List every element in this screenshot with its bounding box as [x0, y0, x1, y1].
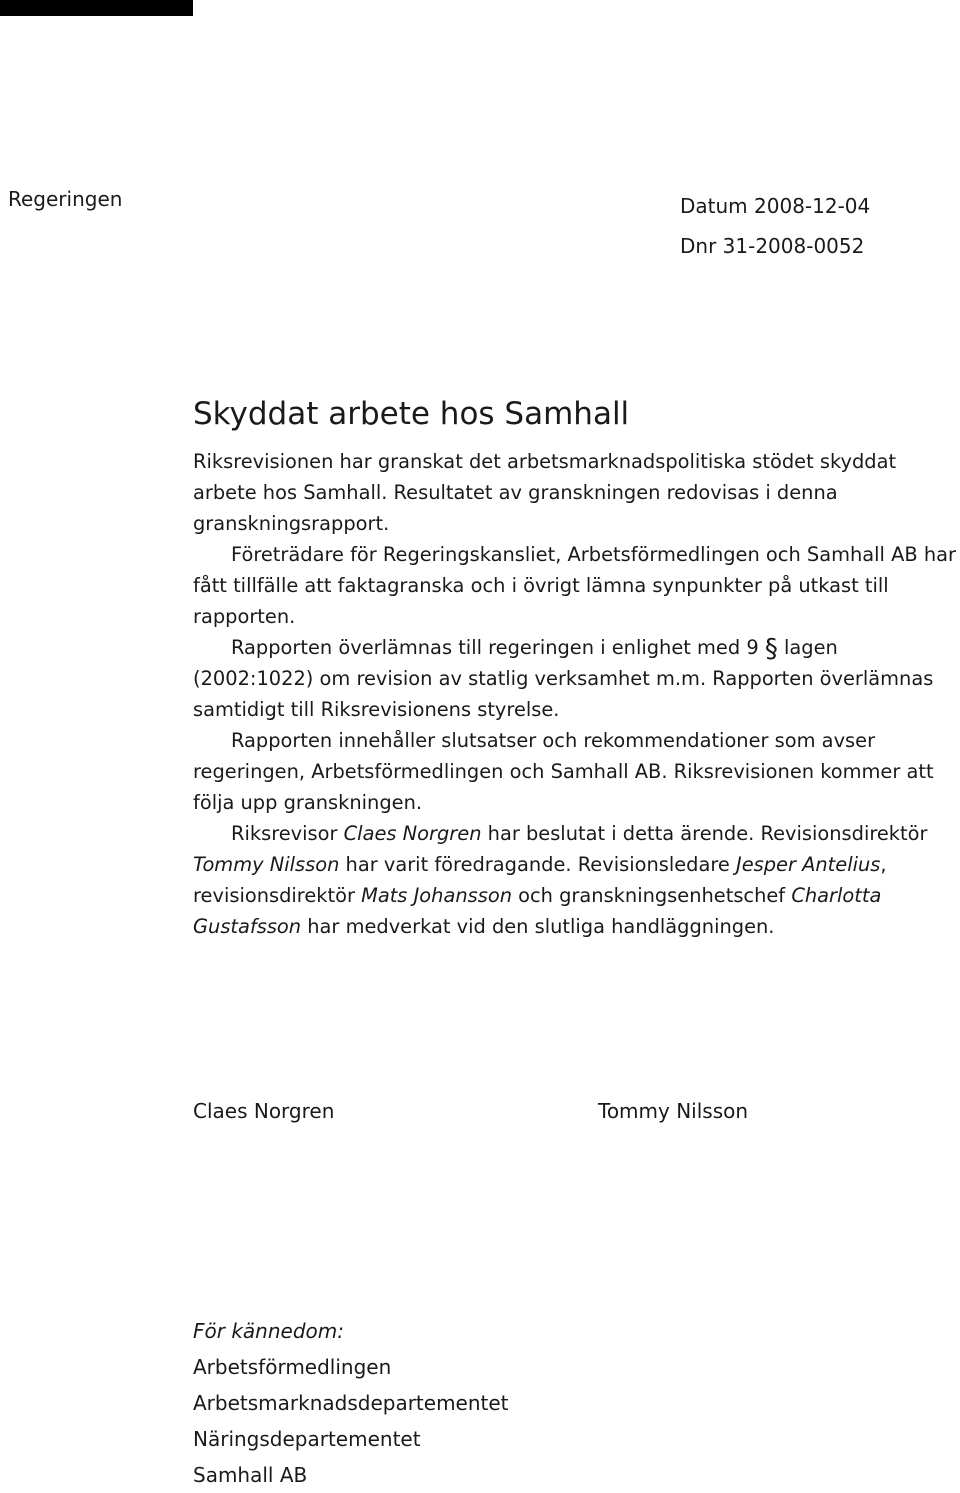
name-audit-director: Mats Johansson — [361, 884, 512, 907]
paragraph-fact-check: Företrädare för Regeringskansliet, Arbetsförmedlingen och Samhall AB har fått tillfälle att faktagranska och i övrigt lämna synpunkter på utkast till rapporten. — [193, 543, 956, 628]
recipient-item: Arbetsförmedlingen — [193, 1355, 392, 1379]
dnr-line: Dnr 31-2008-0052 — [680, 234, 865, 258]
decision-text-6: har medverkat vid den slutliga handläggningen. — [301, 915, 775, 938]
signature-auditor-general: Claes Norgren — [193, 1099, 335, 1123]
section-sign: § — [764, 634, 778, 664]
paragraph-submission — [193, 632, 960, 725]
recipient-item: Arbetsmarknadsdepartementet — [193, 1391, 509, 1415]
decision-text-3: har varit föredragande. Revisionsledare — [339, 853, 736, 876]
submission-text-start: Rapporten överlämnas till regeringen i enlighet med 9 — [231, 636, 765, 659]
decision-text-5: och granskningsenhetschef — [511, 884, 792, 907]
addressee: Regeringen — [8, 187, 123, 211]
page-title: Skyddat arbete hos Samhall — [193, 396, 630, 432]
document-meta — [680, 186, 870, 266]
paragraph-intro: Riksrevisionen har granskat det arbetsmarknadspolitiska stödet skyddat arbete hos Samhall. Resultatet av granskningen redovisas i denna granskningsrapport. — [193, 450, 897, 535]
copy-to-section — [193, 1313, 509, 1493]
copy-to-heading: För kännedom: — [193, 1319, 344, 1343]
submission-text-end: lagen (2002:1022) om revision av statlig verksamhet m.m. Rapporten överlämnas samtidigt till Riksrevisionens styrelse. — [193, 636, 934, 721]
date-line: Datum 2008-12-04 — [680, 194, 871, 218]
name-unit-head: Charlotta Gustafsson — [193, 884, 882, 938]
letter-body — [193, 446, 960, 942]
recipient-item: Näringsdepartementet — [193, 1427, 421, 1451]
decision-text-1: Riksrevisor — [231, 822, 344, 845]
recipient-item: Samhall AB — [193, 1463, 308, 1487]
name-rapporteur: Tommy Nilsson — [193, 853, 340, 876]
copy-to-list — [193, 1349, 509, 1493]
decision-text-2: har beslutat i detta ärende. Revisionsdirektör — [481, 822, 928, 845]
top-black-bar — [0, 0, 193, 16]
signature-rapporteur: Tommy Nilsson — [598, 1099, 749, 1123]
name-audit-manager: Jesper Antelius — [736, 853, 881, 876]
paragraph-conclusions: Rapporten innehåller slutsatser och rekommendationer som avser regeringen, Arbetsförmedlingen och Samhall AB. Riksrevisionen kommer att följa upp granskningen. — [193, 729, 934, 814]
decision-text-4: , revisionsdirektör — [193, 853, 887, 907]
name-auditor-general: Claes Norgren — [343, 822, 482, 845]
paragraph-decision — [193, 818, 960, 942]
